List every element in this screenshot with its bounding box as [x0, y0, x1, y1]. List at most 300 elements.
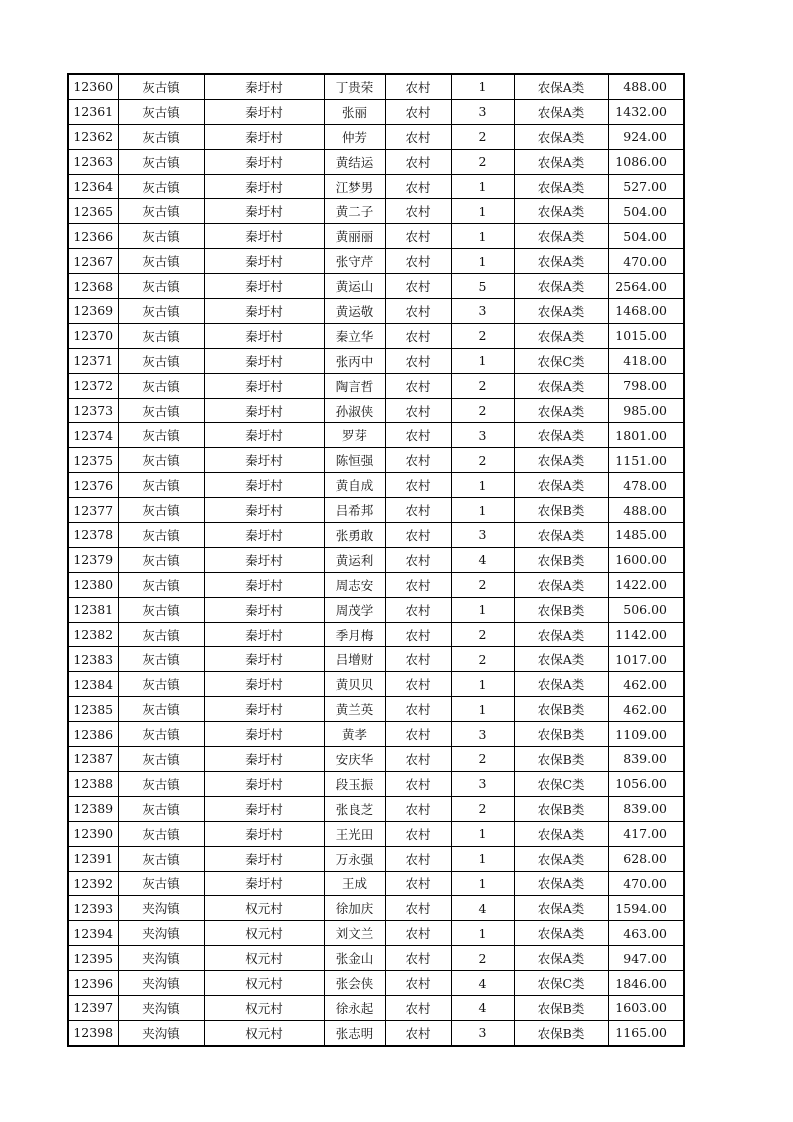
category-cell: 农保A类 [514, 224, 608, 249]
name-cell: 徐永起 [324, 995, 385, 1020]
category-cell: 农保C类 [514, 348, 608, 373]
count-cell: 4 [451, 971, 514, 996]
count-cell: 1 [451, 597, 514, 622]
count-cell: 1 [451, 821, 514, 846]
category-cell: 农保A类 [514, 473, 608, 498]
amount-cell: 1017.00 [608, 647, 684, 672]
table-row [68, 572, 684, 597]
count-cell: 1 [451, 921, 514, 946]
name-cell: 黄运敬 [324, 299, 385, 324]
type-cell: 农村 [385, 74, 451, 99]
town-cell: 灰古镇 [118, 448, 204, 473]
name-cell: 吕增财 [324, 647, 385, 672]
village-cell: 权元村 [204, 896, 324, 921]
id-cell: 12382 [68, 622, 118, 647]
id-cell: 12379 [68, 547, 118, 572]
amount-cell: 463.00 [608, 921, 684, 946]
name-cell: 张金山 [324, 946, 385, 971]
table-row [68, 846, 684, 871]
amount-cell: 1056.00 [608, 771, 684, 796]
table-row [68, 697, 684, 722]
village-cell: 秦圩村 [204, 647, 324, 672]
village-cell: 秦圩村 [204, 722, 324, 747]
category-cell: 农保A类 [514, 74, 608, 99]
count-cell: 1 [451, 473, 514, 498]
type-cell: 农村 [385, 747, 451, 772]
id-cell: 12386 [68, 722, 118, 747]
town-cell: 灰古镇 [118, 722, 204, 747]
type-cell: 农村 [385, 846, 451, 871]
count-cell: 1 [451, 249, 514, 274]
id-cell: 12396 [68, 971, 118, 996]
town-cell: 灰古镇 [118, 224, 204, 249]
name-cell: 张志明 [324, 1020, 385, 1045]
category-cell: 农保B类 [514, 1020, 608, 1045]
amount-cell: 628.00 [608, 846, 684, 871]
amount-cell: 1015.00 [608, 323, 684, 348]
type-cell: 农村 [385, 398, 451, 423]
town-cell: 夹沟镇 [118, 971, 204, 996]
category-cell: 农保A类 [514, 647, 608, 672]
category-cell: 农保A类 [514, 672, 608, 697]
type-cell: 农村 [385, 274, 451, 299]
name-cell: 黄兰英 [324, 697, 385, 722]
type-cell: 农村 [385, 99, 451, 124]
amount-cell: 1422.00 [608, 572, 684, 597]
village-cell: 秦圩村 [204, 871, 324, 896]
town-cell: 灰古镇 [118, 199, 204, 224]
type-cell: 农村 [385, 995, 451, 1020]
amount-cell: 462.00 [608, 672, 684, 697]
town-cell: 灰古镇 [118, 398, 204, 423]
name-cell: 陈恒强 [324, 448, 385, 473]
type-cell: 农村 [385, 423, 451, 448]
category-cell: 农保B类 [514, 995, 608, 1020]
category-cell: 农保A类 [514, 821, 608, 846]
count-cell: 3 [451, 1020, 514, 1045]
table-row [68, 398, 684, 423]
village-cell: 秦圩村 [204, 398, 324, 423]
category-cell: 农保B类 [514, 722, 608, 747]
table-row [68, 224, 684, 249]
village-cell: 秦圩村 [204, 597, 324, 622]
town-cell: 灰古镇 [118, 672, 204, 697]
count-cell: 2 [451, 124, 514, 149]
table-body [68, 74, 684, 1046]
table-row [68, 647, 684, 672]
id-cell: 12392 [68, 871, 118, 896]
type-cell: 农村 [385, 174, 451, 199]
count-cell: 2 [451, 622, 514, 647]
type-cell: 农村 [385, 647, 451, 672]
category-cell: 农保A类 [514, 174, 608, 199]
id-cell: 12383 [68, 647, 118, 672]
amount-cell: 1086.00 [608, 149, 684, 174]
id-cell: 12395 [68, 946, 118, 971]
name-cell: 黄二子 [324, 199, 385, 224]
category-cell: 农保A类 [514, 622, 608, 647]
id-cell: 12367 [68, 249, 118, 274]
name-cell: 张良芝 [324, 796, 385, 821]
type-cell: 农村 [385, 821, 451, 846]
village-cell: 秦圩村 [204, 373, 324, 398]
table-row [68, 174, 684, 199]
village-cell: 秦圩村 [204, 821, 324, 846]
type-cell: 农村 [385, 473, 451, 498]
id-cell: 12374 [68, 423, 118, 448]
table-row [68, 672, 684, 697]
village-cell: 秦圩村 [204, 747, 324, 772]
table-row [68, 199, 684, 224]
village-cell: 秦圩村 [204, 274, 324, 299]
type-cell: 农村 [385, 971, 451, 996]
category-cell: 农保A类 [514, 946, 608, 971]
amount-cell: 2564.00 [608, 274, 684, 299]
town-cell: 灰古镇 [118, 174, 204, 199]
name-cell: 仲芳 [324, 124, 385, 149]
amount-cell: 470.00 [608, 249, 684, 274]
town-cell: 灰古镇 [118, 498, 204, 523]
type-cell: 农村 [385, 149, 451, 174]
town-cell: 灰古镇 [118, 597, 204, 622]
town-cell: 夹沟镇 [118, 995, 204, 1020]
town-cell: 灰古镇 [118, 547, 204, 572]
amount-cell: 924.00 [608, 124, 684, 149]
type-cell: 农村 [385, 547, 451, 572]
count-cell: 1 [451, 348, 514, 373]
count-cell: 3 [451, 299, 514, 324]
type-cell: 农村 [385, 299, 451, 324]
village-cell: 权元村 [204, 1020, 324, 1045]
count-cell: 2 [451, 323, 514, 348]
category-cell: 农保A类 [514, 921, 608, 946]
id-cell: 12362 [68, 124, 118, 149]
amount-cell: 1142.00 [608, 622, 684, 647]
type-cell: 农村 [385, 771, 451, 796]
count-cell: 2 [451, 373, 514, 398]
town-cell: 灰古镇 [118, 572, 204, 597]
table-row [68, 747, 684, 772]
category-cell: 农保A类 [514, 99, 608, 124]
count-cell: 1 [451, 498, 514, 523]
name-cell: 张守芹 [324, 249, 385, 274]
name-cell: 罗芽 [324, 423, 385, 448]
category-cell: 农保A类 [514, 199, 608, 224]
village-cell: 权元村 [204, 971, 324, 996]
amount-cell: 417.00 [608, 821, 684, 846]
amount-cell: 1594.00 [608, 896, 684, 921]
amount-cell: 470.00 [608, 871, 684, 896]
category-cell: 农保C类 [514, 971, 608, 996]
id-cell: 12389 [68, 796, 118, 821]
table-row [68, 796, 684, 821]
town-cell: 灰古镇 [118, 473, 204, 498]
category-cell: 农保B类 [514, 747, 608, 772]
town-cell: 灰古镇 [118, 74, 204, 99]
id-cell: 12375 [68, 448, 118, 473]
count-cell: 1 [451, 74, 514, 99]
amount-cell: 1468.00 [608, 299, 684, 324]
count-cell: 5 [451, 274, 514, 299]
village-cell: 秦圩村 [204, 771, 324, 796]
town-cell: 灰古镇 [118, 274, 204, 299]
id-cell: 12366 [68, 224, 118, 249]
town-cell: 灰古镇 [118, 647, 204, 672]
town-cell: 灰古镇 [118, 796, 204, 821]
table-row [68, 871, 684, 896]
id-cell: 12391 [68, 846, 118, 871]
table-row [68, 373, 684, 398]
type-cell: 农村 [385, 1020, 451, 1045]
village-cell: 秦圩村 [204, 523, 324, 548]
table-row [68, 498, 684, 523]
type-cell: 农村 [385, 523, 451, 548]
table-row [68, 622, 684, 647]
type-cell: 农村 [385, 946, 451, 971]
town-cell: 灰古镇 [118, 821, 204, 846]
id-cell: 12380 [68, 572, 118, 597]
town-cell: 灰古镇 [118, 124, 204, 149]
table-row [68, 946, 684, 971]
category-cell: 农保A类 [514, 373, 608, 398]
count-cell: 1 [451, 846, 514, 871]
amount-cell: 488.00 [608, 498, 684, 523]
name-cell: 安庆华 [324, 747, 385, 772]
id-cell: 12381 [68, 597, 118, 622]
category-cell: 农保A类 [514, 423, 608, 448]
amount-cell: 1151.00 [608, 448, 684, 473]
category-cell: 农保A类 [514, 871, 608, 896]
amount-cell: 839.00 [608, 796, 684, 821]
amount-cell: 504.00 [608, 224, 684, 249]
village-cell: 秦圩村 [204, 199, 324, 224]
village-cell: 秦圩村 [204, 323, 324, 348]
name-cell: 周志安 [324, 572, 385, 597]
table-row [68, 771, 684, 796]
id-cell: 12378 [68, 523, 118, 548]
amount-cell: 1801.00 [608, 423, 684, 448]
count-cell: 1 [451, 871, 514, 896]
type-cell: 农村 [385, 672, 451, 697]
name-cell: 段玉振 [324, 771, 385, 796]
village-cell: 秦圩村 [204, 149, 324, 174]
name-cell: 张丽 [324, 99, 385, 124]
name-cell: 王成 [324, 871, 385, 896]
amount-cell: 1432.00 [608, 99, 684, 124]
name-cell: 丁贵荣 [324, 74, 385, 99]
id-cell: 12368 [68, 274, 118, 299]
village-cell: 权元村 [204, 995, 324, 1020]
village-cell: 秦圩村 [204, 224, 324, 249]
id-cell: 12390 [68, 821, 118, 846]
village-cell: 秦圩村 [204, 174, 324, 199]
name-cell: 秦立华 [324, 323, 385, 348]
id-cell: 12361 [68, 99, 118, 124]
type-cell: 农村 [385, 622, 451, 647]
count-cell: 4 [451, 995, 514, 1020]
town-cell: 灰古镇 [118, 846, 204, 871]
count-cell: 1 [451, 697, 514, 722]
name-cell: 张会侠 [324, 971, 385, 996]
table-row [68, 995, 684, 1020]
village-cell: 秦圩村 [204, 423, 324, 448]
records-table [67, 73, 685, 1047]
id-cell: 12376 [68, 473, 118, 498]
id-cell: 12384 [68, 672, 118, 697]
village-cell: 权元村 [204, 921, 324, 946]
name-cell: 江梦男 [324, 174, 385, 199]
table-row [68, 74, 684, 99]
count-cell: 3 [451, 771, 514, 796]
table-row [68, 348, 684, 373]
amount-cell: 1109.00 [608, 722, 684, 747]
category-cell: 农保A类 [514, 448, 608, 473]
type-cell: 农村 [385, 124, 451, 149]
category-cell: 农保A类 [514, 572, 608, 597]
village-cell: 秦圩村 [204, 299, 324, 324]
id-cell: 12394 [68, 921, 118, 946]
name-cell: 张丙中 [324, 348, 385, 373]
table-row [68, 896, 684, 921]
table-row [68, 821, 684, 846]
type-cell: 农村 [385, 896, 451, 921]
table-row [68, 971, 684, 996]
category-cell: 农保B类 [514, 597, 608, 622]
name-cell: 黄运利 [324, 547, 385, 572]
category-cell: 农保A类 [514, 124, 608, 149]
town-cell: 灰古镇 [118, 99, 204, 124]
town-cell: 灰古镇 [118, 348, 204, 373]
table-row [68, 523, 684, 548]
town-cell: 灰古镇 [118, 697, 204, 722]
village-cell: 秦圩村 [204, 622, 324, 647]
id-cell: 12372 [68, 373, 118, 398]
count-cell: 4 [451, 547, 514, 572]
town-cell: 灰古镇 [118, 622, 204, 647]
category-cell: 农保A类 [514, 274, 608, 299]
type-cell: 农村 [385, 348, 451, 373]
category-cell: 农保A类 [514, 896, 608, 921]
type-cell: 农村 [385, 224, 451, 249]
village-cell: 秦圩村 [204, 348, 324, 373]
amount-cell: 1600.00 [608, 547, 684, 572]
table-row [68, 274, 684, 299]
count-cell: 3 [451, 99, 514, 124]
id-cell: 12371 [68, 348, 118, 373]
amount-cell: 1846.00 [608, 971, 684, 996]
id-cell: 12388 [68, 771, 118, 796]
id-cell: 12397 [68, 995, 118, 1020]
type-cell: 农村 [385, 871, 451, 896]
name-cell: 张勇敢 [324, 523, 385, 548]
town-cell: 灰古镇 [118, 249, 204, 274]
type-cell: 农村 [385, 323, 451, 348]
name-cell: 王光田 [324, 821, 385, 846]
table-row [68, 249, 684, 274]
table-row [68, 299, 684, 324]
count-cell: 3 [451, 722, 514, 747]
name-cell: 吕希邦 [324, 498, 385, 523]
count-cell: 1 [451, 224, 514, 249]
town-cell: 夹沟镇 [118, 1020, 204, 1045]
category-cell: 农保A类 [514, 523, 608, 548]
table-row [68, 149, 684, 174]
type-cell: 农村 [385, 722, 451, 747]
name-cell: 黄结运 [324, 149, 385, 174]
village-cell: 秦圩村 [204, 99, 324, 124]
amount-cell: 462.00 [608, 697, 684, 722]
id-cell: 12365 [68, 199, 118, 224]
name-cell: 刘文兰 [324, 921, 385, 946]
name-cell: 季月梅 [324, 622, 385, 647]
village-cell: 秦圩村 [204, 249, 324, 274]
category-cell: 农保B类 [514, 498, 608, 523]
village-cell: 秦圩村 [204, 796, 324, 821]
id-cell: 12387 [68, 747, 118, 772]
village-cell: 秦圩村 [204, 498, 324, 523]
amount-cell: 418.00 [608, 348, 684, 373]
category-cell: 农保A类 [514, 299, 608, 324]
town-cell: 灰古镇 [118, 771, 204, 796]
town-cell: 夹沟镇 [118, 921, 204, 946]
id-cell: 12373 [68, 398, 118, 423]
amount-cell: 798.00 [608, 373, 684, 398]
name-cell: 徐加庆 [324, 896, 385, 921]
count-cell: 1 [451, 672, 514, 697]
name-cell: 周茂学 [324, 597, 385, 622]
table-row [68, 99, 684, 124]
name-cell: 黄贝贝 [324, 672, 385, 697]
table-row [68, 448, 684, 473]
town-cell: 灰古镇 [118, 423, 204, 448]
table-row [68, 323, 684, 348]
count-cell: 2 [451, 572, 514, 597]
amount-cell: 478.00 [608, 473, 684, 498]
table-row [68, 921, 684, 946]
category-cell: 农保A类 [514, 846, 608, 871]
name-cell: 黄丽丽 [324, 224, 385, 249]
count-cell: 2 [451, 398, 514, 423]
amount-cell: 527.00 [608, 174, 684, 199]
town-cell: 灰古镇 [118, 747, 204, 772]
town-cell: 夹沟镇 [118, 896, 204, 921]
village-cell: 秦圩村 [204, 74, 324, 99]
type-cell: 农村 [385, 597, 451, 622]
count-cell: 2 [451, 796, 514, 821]
village-cell: 秦圩村 [204, 547, 324, 572]
count-cell: 4 [451, 896, 514, 921]
town-cell: 灰古镇 [118, 323, 204, 348]
town-cell: 灰古镇 [118, 299, 204, 324]
count-cell: 3 [451, 523, 514, 548]
table-row [68, 597, 684, 622]
town-cell: 灰古镇 [118, 149, 204, 174]
amount-cell: 1603.00 [608, 995, 684, 1020]
count-cell: 3 [451, 423, 514, 448]
amount-cell: 1165.00 [608, 1020, 684, 1045]
type-cell: 农村 [385, 448, 451, 473]
name-cell: 陶言哲 [324, 373, 385, 398]
category-cell: 农保B类 [514, 547, 608, 572]
table-row [68, 473, 684, 498]
id-cell: 12377 [68, 498, 118, 523]
count-cell: 2 [451, 647, 514, 672]
amount-cell: 947.00 [608, 946, 684, 971]
table-row [68, 1020, 684, 1045]
town-cell: 灰古镇 [118, 373, 204, 398]
amount-cell: 504.00 [608, 199, 684, 224]
category-cell: 农保B类 [514, 796, 608, 821]
